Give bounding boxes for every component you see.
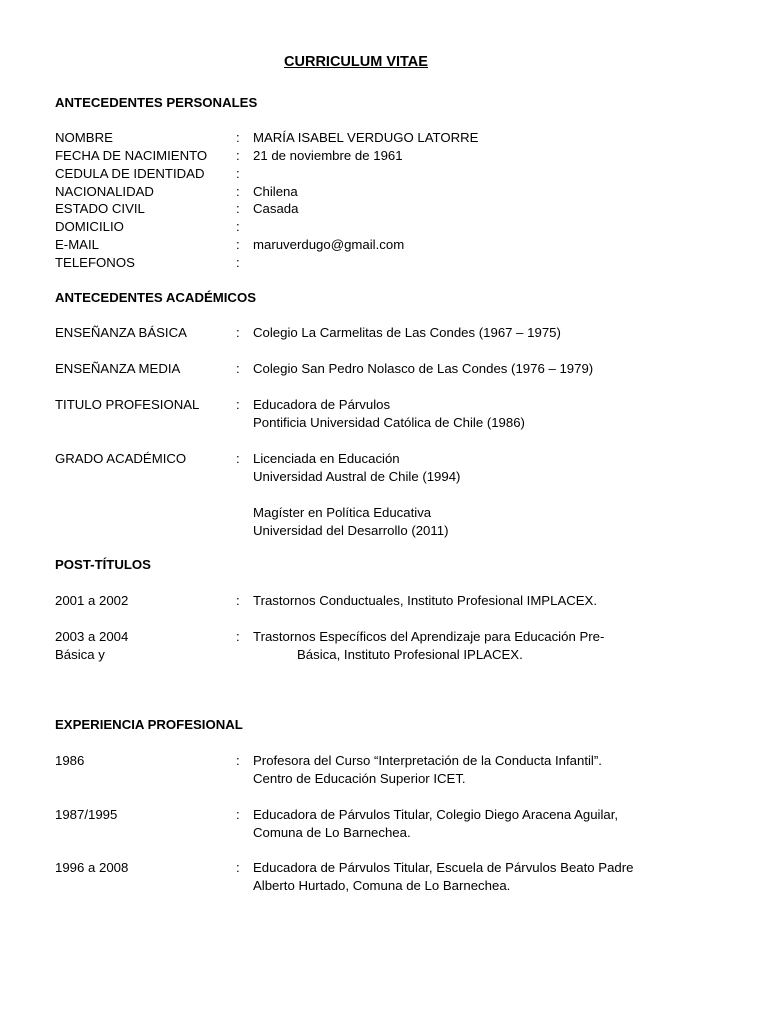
label-nombre: NOMBRE (55, 130, 113, 145)
colon: : (236, 201, 240, 216)
colon: : (236, 255, 240, 270)
label-postitulo-period: 2003 a 2004 (55, 629, 129, 644)
section-heading-personal: ANTECEDENTES PERSONALES (55, 95, 258, 110)
value-grado-academico (253, 450, 460, 540)
label-domicilio: DOMICILIO (55, 219, 124, 234)
label-postitulo-period: 2001 a 2002 (55, 593, 129, 608)
colon: : (236, 807, 240, 822)
label-titulo-profesional: TITULO PROFESIONAL (55, 397, 200, 412)
value-experiencia (253, 806, 618, 842)
section-heading-academic: ANTECEDENTES ACADÉMICOS (55, 290, 256, 305)
value-postitulo: Trastornos Específicos del Aprendizaje para Educación Pre- (253, 629, 605, 644)
label-estado-civil: ESTADO CIVIL (55, 201, 145, 216)
value-postitulo-continuation: Básica, Instituto Profesional IPLACEX. (297, 647, 523, 662)
label-cedula: CEDULA DE IDENTIDAD (55, 166, 205, 181)
document-title: CURRICULUM VITAE (284, 54, 428, 70)
section-heading-postitulos: POST-TÍTULOS (55, 557, 151, 572)
colon: : (236, 593, 240, 608)
value-nacionalidad: Chilena (253, 184, 298, 199)
colon: : (236, 753, 240, 768)
experiencia-line: Profesora del Curso “Interpretación de la Conducta Infantil”. (253, 753, 602, 768)
value-fecha-nacimiento: 21 de noviembre de 1961 (253, 148, 403, 163)
label-experiencia-period: 1996 a 2008 (55, 860, 129, 875)
value-experiencia (253, 859, 633, 895)
label-experiencia-period: 1986 (55, 753, 85, 768)
value-estado-civil: Casada (253, 201, 299, 216)
colon: : (236, 325, 240, 340)
label-nacionalidad: NACIONALIDAD (55, 184, 154, 199)
label-email: E-MAIL (55, 237, 99, 252)
experiencia-line: Alberto Hurtado, Comuna de Lo Barnechea. (253, 878, 511, 893)
experiencia-line: Centro de Educación Superior ICET. (253, 771, 466, 786)
titulo-line: Pontificia Universidad Católica de Chile (1986) (253, 415, 525, 430)
colon: : (236, 148, 240, 163)
grado-line: Magíster en Política Educativa (253, 505, 432, 520)
grado-line: Universidad del Desarrollo (2011) (253, 523, 449, 538)
experiencia-line: Educadora de Párvulos Titular, Colegio Diego Aracena Aguilar, (253, 807, 619, 822)
colon: : (236, 629, 240, 644)
label-postitulo-continuation: Básica y (55, 647, 105, 662)
colon: : (236, 860, 240, 875)
colon: : (236, 166, 240, 181)
colon: : (236, 130, 240, 145)
value-email: maruverdugo@gmail.com (253, 237, 405, 252)
grado-line: Universidad Austral de Chile (1994) (253, 469, 461, 484)
grado-spacer (253, 486, 460, 504)
label-ensenanza-media: ENSEÑANZA MEDIA (55, 361, 181, 376)
colon: : (236, 451, 240, 466)
colon: : (236, 361, 240, 376)
experiencia-line: Educadora de Párvulos Titular, Escuela de Párvulos Beato Padre (253, 860, 634, 875)
colon: : (236, 397, 240, 412)
colon: : (236, 237, 240, 252)
label-grado-academico: GRADO ACADÉMICO (55, 451, 187, 466)
section-heading-experiencia: EXPERIENCIA PROFESIONAL (55, 717, 243, 732)
colon: : (236, 219, 240, 234)
label-fecha-nacimiento: FECHA DE NACIMIENTO (55, 148, 208, 163)
value-postitulo: Trastornos Conductuales, Instituto Profesional IMPLACEX. (253, 593, 598, 608)
value-nombre: MARÍA ISABEL VERDUGO LATORRE (253, 130, 479, 145)
value-ensenanza-media: Colegio San Pedro Nolasco de Las Condes (1976 – 1979) (253, 361, 594, 376)
colon: : (236, 184, 240, 199)
value-titulo-profesional (253, 396, 525, 432)
label-experiencia-period: 1987/1995 (55, 807, 118, 822)
titulo-line: Educadora de Párvulos (253, 397, 391, 412)
label-telefonos: TELEFONOS (55, 255, 135, 270)
value-ensenanza-basica: Colegio La Carmelitas de Las Condes (1967 – 1975) (253, 325, 561, 340)
experiencia-line: Comuna de Lo Barnechea. (253, 825, 411, 840)
value-experiencia (253, 752, 602, 788)
label-ensenanza-basica: ENSEÑANZA BÁSICA (55, 325, 187, 340)
grado-line: Licenciada en Educación (253, 451, 400, 466)
